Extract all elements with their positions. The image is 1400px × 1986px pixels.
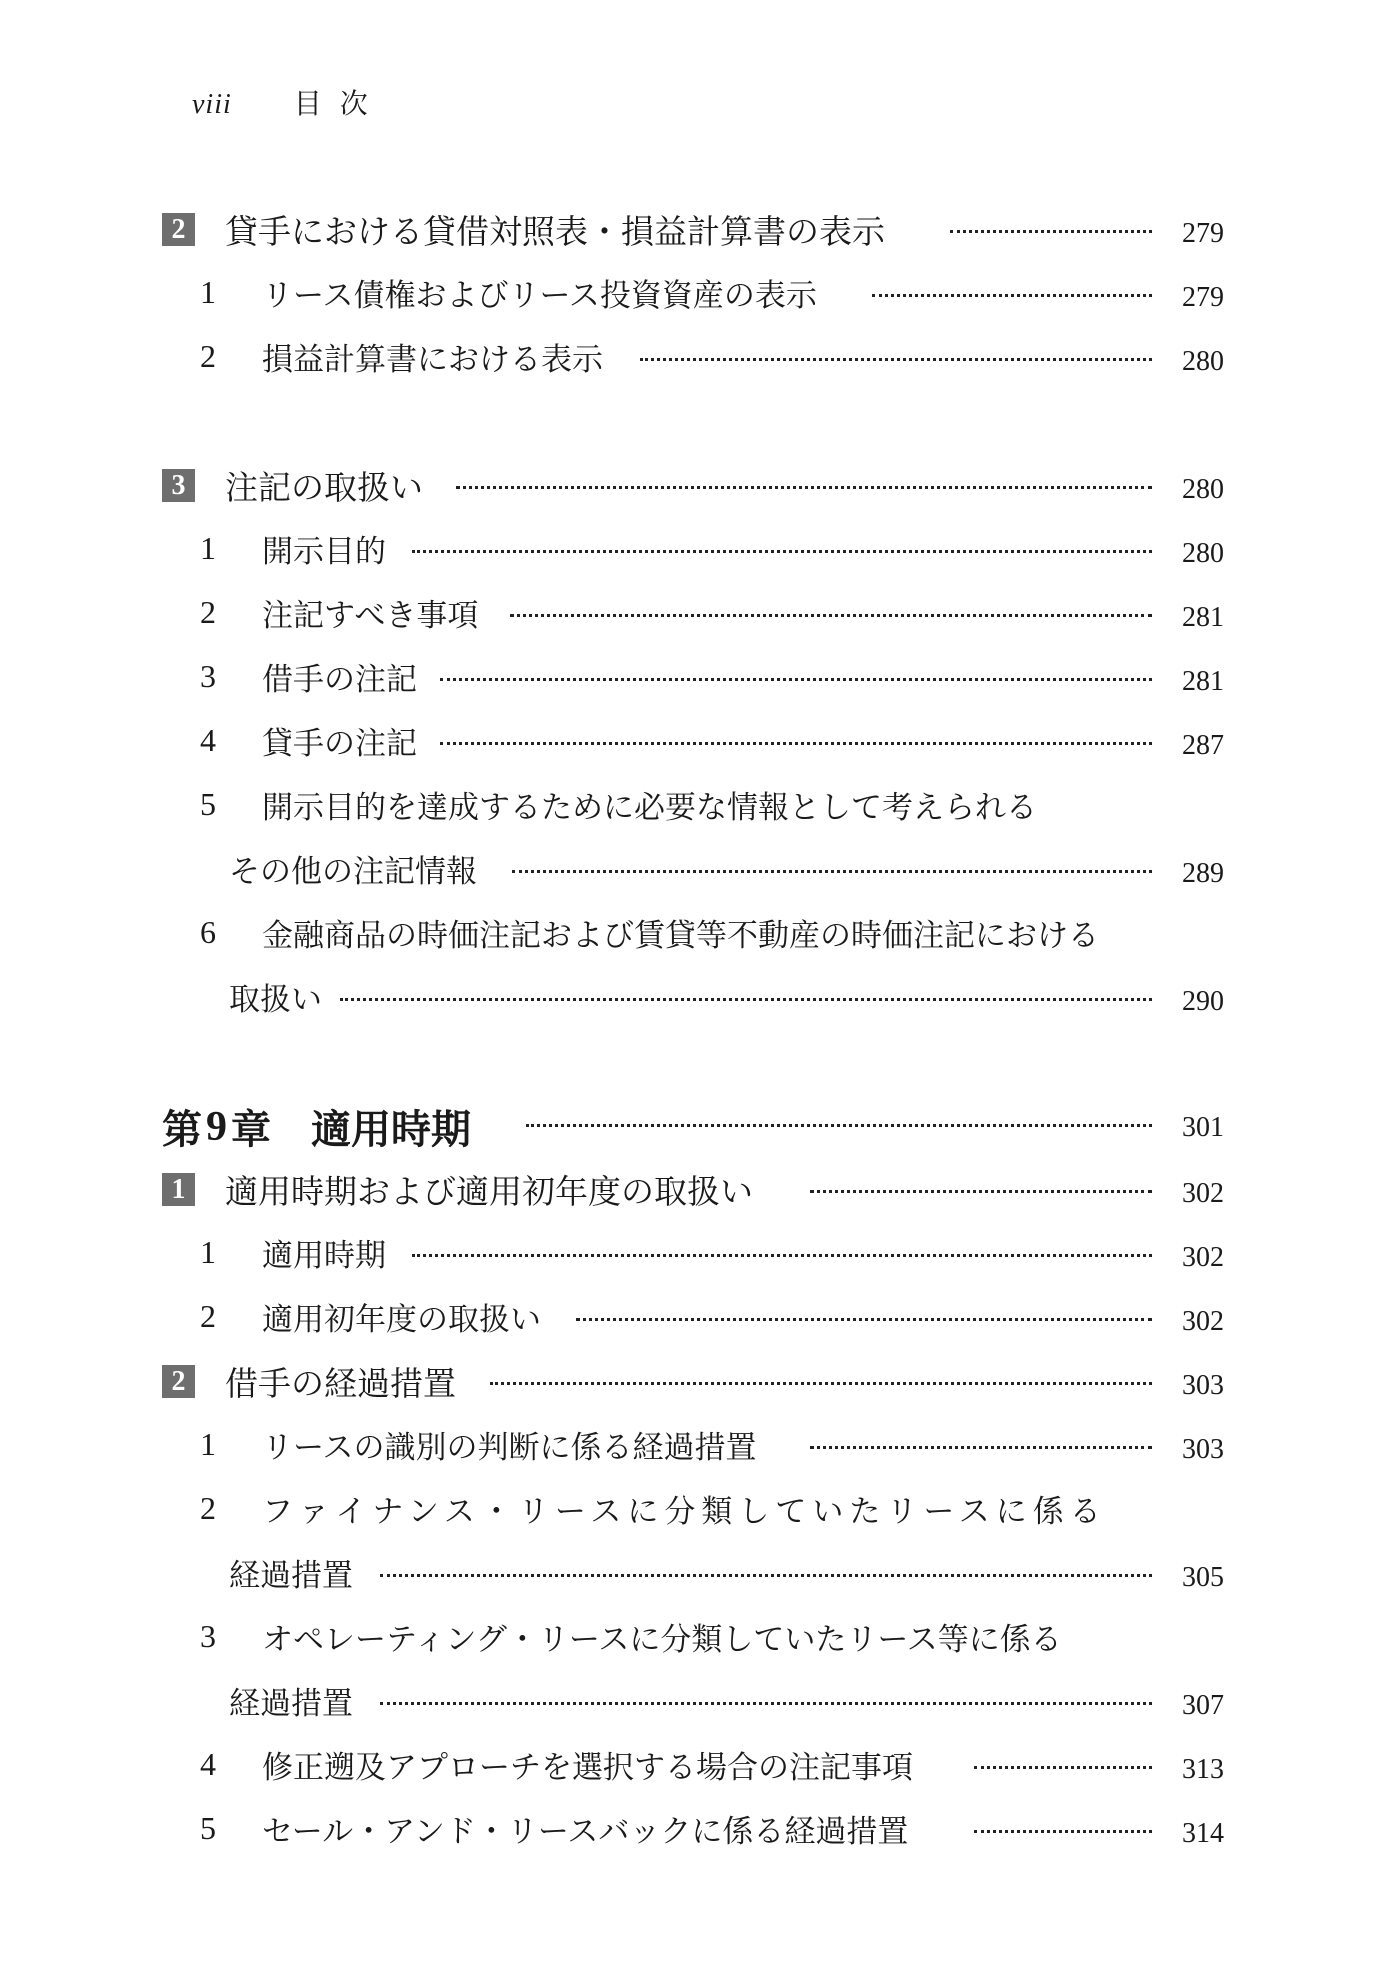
header-title: 目次 (293, 87, 386, 120)
section-number-badge: 1 (162, 1173, 195, 1206)
page-number: 302 (1182, 1178, 1224, 1209)
item-title: 修正遡及アプローチを選択する場合の注記事項 (262, 1750, 913, 1786)
toc-item[interactable] (0, 1742, 1400, 1798)
dot-leader (340, 998, 1152, 1001)
dot-leader (526, 1124, 1152, 1127)
toc-item[interactable] (0, 1614, 1400, 1670)
item-number: 1 (200, 1426, 216, 1462)
dot-leader (412, 1254, 1152, 1257)
toc-item-continuation[interactable] (0, 846, 1400, 902)
item-title: リース債権およびリース投資資産の表示 (262, 278, 817, 314)
item-number: 5 (200, 1810, 216, 1846)
page-number: 280 (1182, 346, 1224, 377)
page-number: 314 (1182, 1818, 1224, 1849)
item-title: 注記すべき事項 (262, 598, 479, 634)
item-title: 開示目的 (262, 534, 386, 570)
page-number: 290 (1182, 986, 1224, 1017)
item-title: 適用時期 (262, 1238, 386, 1274)
page-number: 302 (1182, 1306, 1224, 1337)
item-number: 1 (200, 530, 216, 566)
dot-leader (512, 870, 1152, 873)
toc-item[interactable] (0, 334, 1400, 390)
item-number: 2 (200, 1490, 222, 1526)
section-number-badge: 2 (162, 213, 195, 246)
item-title-continued: 経過措置 (229, 1558, 353, 1594)
dot-leader (440, 742, 1152, 745)
dot-leader (810, 1190, 1152, 1193)
dot-leader (974, 1830, 1152, 1833)
item-number: 2 (200, 594, 216, 630)
toc-section-heading[interactable] (0, 1358, 1400, 1414)
dot-leader (510, 614, 1152, 617)
item-title: 適用初年度の取扱い (262, 1302, 541, 1338)
toc-section-heading[interactable] (0, 462, 1400, 518)
item-number: 4 (200, 1746, 216, 1782)
dot-leader (640, 358, 1152, 361)
toc-item-continuation[interactable] (0, 974, 1400, 1030)
toc-section-heading[interactable] (0, 1166, 1400, 1222)
toc-item[interactable] (0, 590, 1400, 646)
item-title: オペレーティング・リースに分類していたリース等に係る (262, 1622, 1062, 1658)
section-title: 借手の経過措置 (225, 1364, 456, 1403)
dot-leader (950, 230, 1152, 233)
item-title: リースの識別の判断に係る経過措置 (262, 1430, 757, 1466)
item-title: 開示目的を達成するために必要な情報として考えられる (262, 790, 1037, 826)
item-title: 貸手の注記 (262, 726, 417, 762)
page-number: 279 (1182, 218, 1224, 249)
dot-leader (412, 550, 1152, 553)
item-number: 4 (200, 722, 216, 758)
toc-item[interactable] (0, 526, 1400, 582)
toc-item-continuation[interactable] (0, 1678, 1400, 1734)
toc-item[interactable] (0, 1230, 1400, 1286)
section-title: 適用時期および適用初年度の取扱い (225, 1172, 753, 1211)
page-number: 280 (1182, 538, 1224, 569)
item-title: ファイナンス・リースに分類していたリースに係る (262, 1494, 1107, 1530)
toc-item[interactable] (0, 1806, 1400, 1862)
item-number: 5 (200, 786, 216, 822)
item-number: 6 (200, 914, 216, 950)
dot-leader (872, 294, 1152, 297)
toc-item[interactable] (0, 910, 1400, 966)
section-number-badge: 3 (162, 469, 195, 502)
item-title: 損益計算書における表示 (262, 342, 603, 378)
item-title: セール・アンド・リースバックに係る経過措置 (262, 1814, 909, 1850)
toc-item[interactable] (0, 718, 1400, 774)
chapter-label-pre: 第 (162, 1107, 202, 1153)
page-number: 289 (1182, 858, 1224, 889)
dot-leader (974, 1766, 1152, 1769)
item-title: 金融商品の時価注記および賃貸等不動産の時価注記における (262, 918, 1099, 954)
chapter-label-post: 章 (231, 1107, 271, 1153)
item-title-continued: 経過措置 (229, 1686, 353, 1722)
dot-leader (490, 1382, 1152, 1385)
dot-leader (380, 1574, 1152, 1577)
page-number: 279 (1182, 282, 1224, 313)
dot-leader (380, 1702, 1152, 1705)
toc-item[interactable] (0, 1422, 1400, 1478)
item-title: 借手の注記 (262, 662, 417, 698)
header-page-number: viii (192, 89, 232, 120)
item-number: 1 (200, 274, 216, 310)
toc-item[interactable] (0, 1486, 1400, 1542)
toc-item[interactable] (0, 270, 1400, 326)
item-number: 2 (200, 338, 216, 374)
toc-item[interactable] (0, 654, 1400, 710)
running-header (192, 82, 386, 122)
toc-item[interactable] (0, 782, 1400, 838)
item-number: 2 (200, 1298, 216, 1334)
toc-chapter-heading[interactable] (0, 1098, 1400, 1154)
page-number: 305 (1182, 1562, 1224, 1593)
page-number: 303 (1182, 1434, 1224, 1465)
chapter-number: 9 (206, 1103, 227, 1150)
page-number: 281 (1182, 602, 1224, 633)
page-number: 302 (1182, 1242, 1224, 1273)
toc-item[interactable] (0, 1294, 1400, 1350)
section-number-badge: 2 (162, 1365, 195, 1398)
dot-leader (456, 486, 1152, 489)
chapter-title: 適用時期 (311, 1107, 471, 1153)
page-number: 303 (1182, 1370, 1224, 1401)
item-number: 3 (200, 1618, 216, 1654)
page-number: 280 (1182, 474, 1224, 505)
dot-leader (576, 1318, 1152, 1321)
item-title-continued: 取扱い (229, 982, 322, 1018)
toc-section-heading[interactable] (0, 206, 1400, 262)
page-number: 307 (1182, 1690, 1224, 1721)
page-number: 287 (1182, 730, 1224, 761)
section-title: 注記の取扱い (225, 468, 423, 507)
item-title-continued: その他の注記情報 (229, 854, 477, 890)
page-number: 281 (1182, 666, 1224, 697)
dot-leader (810, 1446, 1152, 1449)
item-number: 3 (200, 658, 216, 694)
toc-item-continuation[interactable] (0, 1550, 1400, 1606)
dot-leader (440, 678, 1152, 681)
page-number: 313 (1182, 1754, 1224, 1785)
section-title: 貸手における貸借対照表・損益計算書の表示 (225, 212, 885, 251)
page-number: 301 (1182, 1112, 1224, 1143)
item-number: 1 (200, 1234, 216, 1270)
